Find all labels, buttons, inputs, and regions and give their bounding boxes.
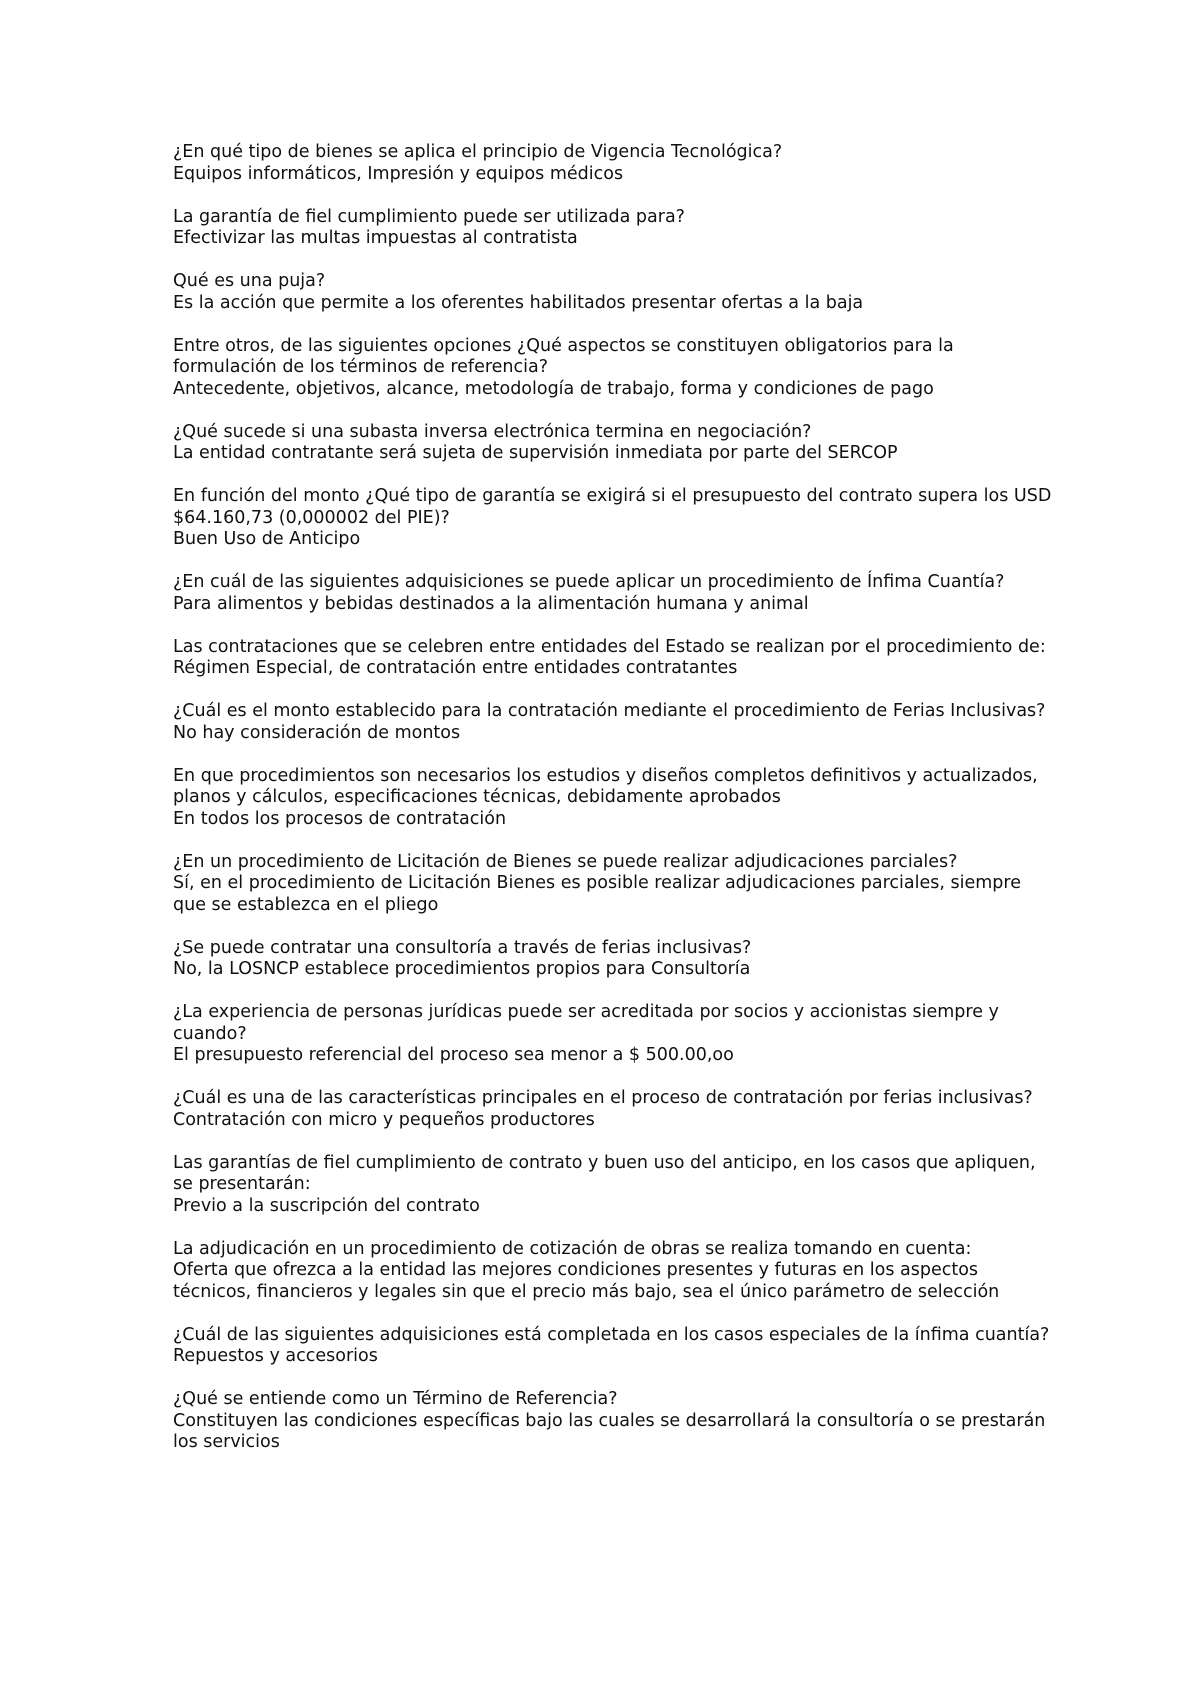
qa-item [173, 336, 1053, 401]
qa-item [173, 1002, 1053, 1067]
qa-item [173, 422, 1053, 465]
question-text: ¿Cuál es una de las características principales en el proceso de contratación por ferias inclusivas? [173, 1088, 1033, 1108]
question-text: ¿Qué se entiende como un Término de Referencia? [173, 1389, 618, 1409]
answer-text: Antecedente, objetivos, alcance, metodología de trabajo, forma y condiciones de pago [173, 378, 934, 399]
question-text: En que procedimientos son necesarios los estudios y diseños completos definitivos y actualizados, planos y cálculos, especificaciones técnicas, debidamente aprobados [173, 765, 1038, 807]
answer-text: Sí, en el procedimiento de Licitación Bienes es posible realizar adjudicaciones parciales, siempre que se establezca en el pliego [173, 873, 1021, 915]
qa-item [173, 1153, 1053, 1218]
question-text: Las garantías de fiel cumplimiento de contrato y buen uso del anticipo, en los casos que apliquen, se presentarán: [173, 1152, 1036, 1194]
qa-item [173, 766, 1053, 831]
question-text: ¿En cuál de las siguientes adquisiciones se puede aplicar un procedimiento de Ínfima Cuantía? [173, 572, 1005, 592]
answer-text: Contratación con micro y pequeños productores [173, 1109, 595, 1130]
answer-text: Previo a la suscripción del contrato [173, 1195, 480, 1216]
answer-text: Para alimentos y bebidas destinados a la alimentación humana y animal [173, 593, 809, 614]
qa-item [173, 637, 1053, 680]
answer-text: No, la LOSNCP establece procedimientos propios para Consultoría [173, 959, 751, 979]
answer-text: Oferta que ofrezca a la entidad las mejores condiciones presentes y futuras en los aspectos técnicos, financieros y legales sin que el precio más bajo, sea el único parámetro de selección [173, 1260, 1000, 1302]
answer-text: Efectivizar las multas impuestas al contratista [173, 228, 578, 248]
answer-text: El presupuesto referencial del proceso sea menor a $ 500.00,oo [173, 1045, 734, 1065]
question-text: Las contrataciones que se celebren entre entidades del Estado se realizan por el procedimiento de: [173, 636, 1046, 657]
question-text: La garantía de fiel cumplimiento puede ser utilizada para? [173, 206, 685, 227]
answer-text: Repuestos y accesorios [173, 1346, 378, 1366]
answer-text: La entidad contratante será sujeta de supervisión inmediata por parte del SERCOP [173, 443, 898, 463]
qa-item [173, 207, 1053, 250]
qa-item [173, 572, 1053, 615]
document-page [173, 142, 1053, 1475]
qa-item [173, 271, 1053, 314]
question-text: ¿Se puede contratar una consultoría a través de ferias inclusivas? [173, 937, 752, 958]
answer-text: No hay consideración de montos [173, 722, 461, 743]
answer-text: Régimen Especial, de contratación entre entidades contratantes [173, 658, 738, 678]
qa-item [173, 1088, 1053, 1131]
question-text: La adjudicación en un procedimiento de cotización de obras se realiza tomando en cuenta: [173, 1238, 972, 1259]
answer-text: Es la acción que permite a los oferentes habilitados presentar ofertas a la baja [173, 292, 864, 313]
question-text: Qué es una puja? [173, 271, 326, 291]
answer-text: Constituyen las condiciones específicas bajo las cuales se desarrollará la consultoría o se prestarán los servicios [173, 1410, 1046, 1452]
question-text: ¿En qué tipo de bienes se aplica el principio de Vigencia Tecnológica? [173, 142, 783, 162]
qa-item [173, 701, 1053, 744]
qa-item [173, 1325, 1053, 1368]
qa-item [173, 1389, 1053, 1454]
question-text: ¿Cuál es el monto establecido para la contratación mediante el procedimiento de Ferias Inclusivas? [173, 701, 1046, 721]
question-text: ¿Cuál de las siguientes adquisiciones está completada en los casos especiales de la ínfima cuantía? [173, 1324, 1050, 1345]
qa-item [173, 486, 1053, 551]
question-text: En función del monto ¿Qué tipo de garantía se exigirá si el presupuesto del contrato supera los USD $64.160,73 (0,000002 del PIE)? [173, 486, 1052, 528]
question-text: ¿Qué sucede si una subasta inversa electrónica termina en negociación? [173, 421, 812, 442]
qa-item [173, 142, 1053, 185]
answer-text: Buen Uso de Anticipo [173, 529, 361, 549]
qa-item [173, 938, 1053, 981]
answer-text: Equipos informáticos, Impresión y equipos médicos [173, 163, 624, 184]
answer-text: En todos los procesos de contratación [173, 808, 507, 829]
qa-item [173, 1239, 1053, 1304]
question-text: ¿La experiencia de personas jurídicas puede ser acreditada por socios y accionistas siempre y cuando? [173, 1002, 999, 1044]
qa-item [173, 852, 1053, 917]
question-text: ¿En un procedimiento de Licitación de Bienes se puede realizar adjudicaciones parciales? [173, 851, 958, 872]
question-text: Entre otros, de las siguientes opciones ¿Qué aspectos se constituyen obligatorios para la formulación de los términos de referencia? [173, 335, 954, 377]
